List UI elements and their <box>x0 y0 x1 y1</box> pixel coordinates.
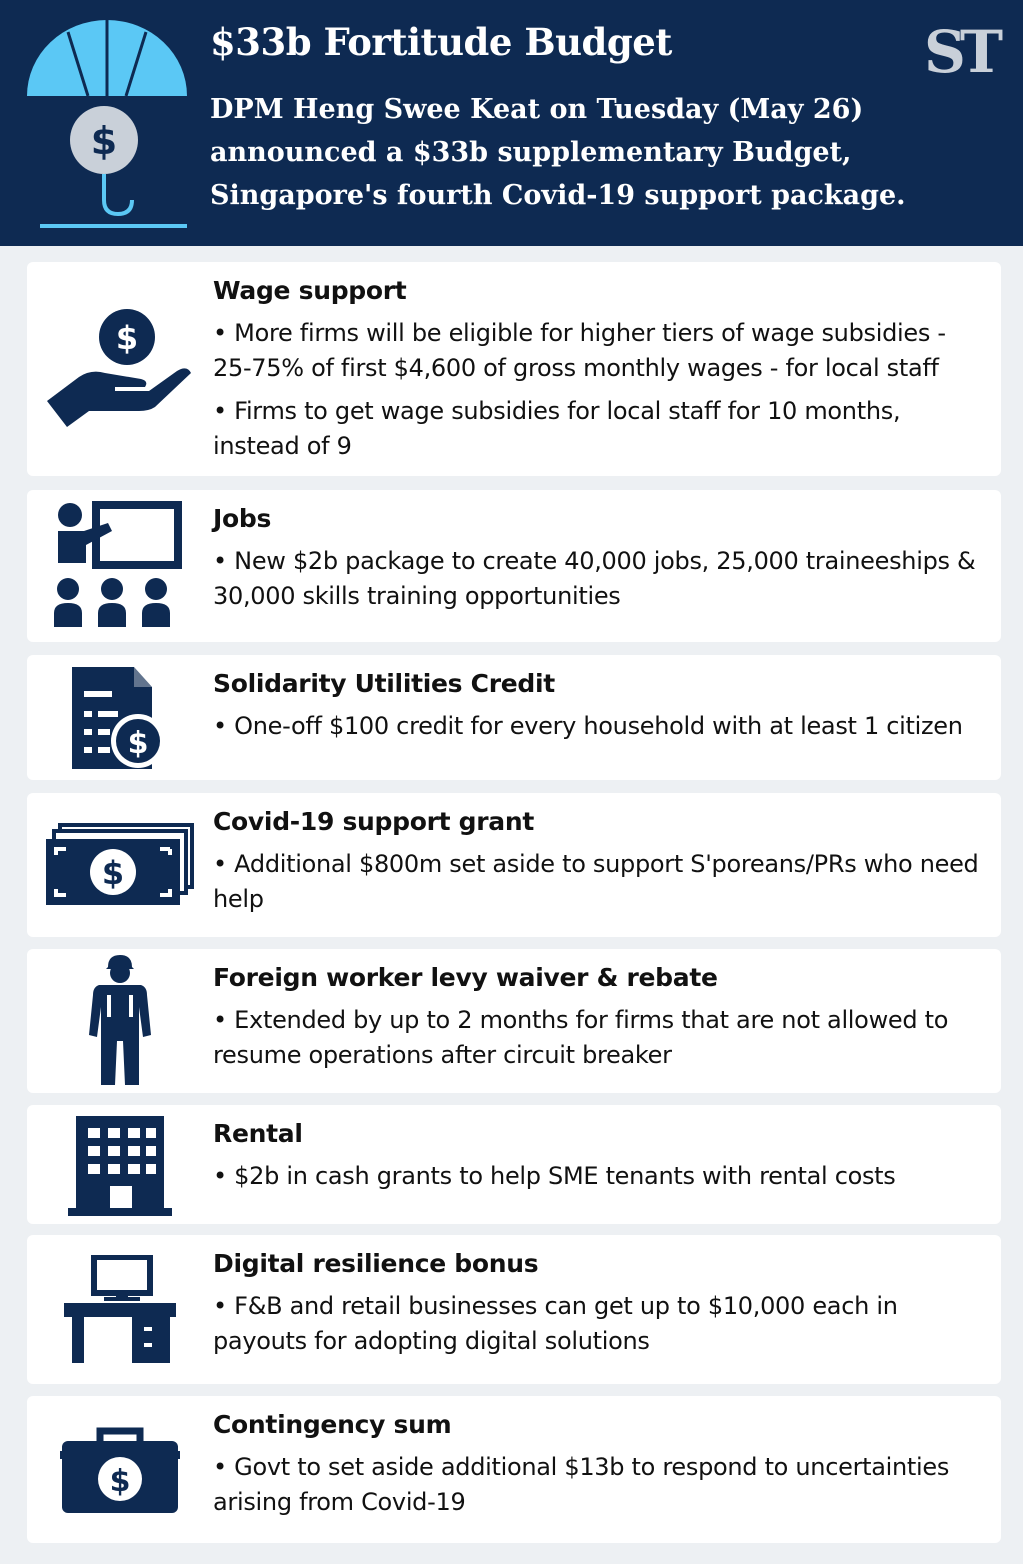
header <box>0 0 1023 246</box>
section-title: Covid-19 support grant <box>213 807 535 836</box>
section-title: Solidarity Utilities Credit <box>213 669 555 698</box>
section-title: Rental <box>213 1119 303 1148</box>
section-card <box>27 1105 1001 1224</box>
section-card <box>27 490 1001 642</box>
svg-text:$: $ <box>109 1463 131 1499</box>
worker-icon <box>35 949 205 1093</box>
section-card <box>27 262 1001 476</box>
page-title: $33b Fortitude Budget <box>210 20 672 64</box>
section-title: Wage support <box>213 276 407 305</box>
section-card <box>27 1396 1001 1543</box>
building-icon <box>35 1105 205 1224</box>
section-card <box>27 655 1001 780</box>
page-subtitle: DPM Heng Swee Keat on Tuesday (May 26) announced a $33b supplementary Budget, Singapore's fourth Covid-19 support package. <box>210 94 906 211</box>
hand-coin-icon <box>35 262 205 476</box>
section-title: Jobs <box>213 504 272 533</box>
section-card <box>27 949 1001 1093</box>
section-title: Digital resilience bonus <box>213 1249 539 1278</box>
utility-bill-icon <box>35 655 205 780</box>
brand-logo: ST <box>923 18 997 86</box>
svg-text:$: $ <box>127 725 149 761</box>
banknotes-icon <box>35 793 205 937</box>
section-card <box>27 793 1001 937</box>
section-bullet: • Firms to get wage subsidies for local staff for 10 months, instead of 9 <box>213 397 901 460</box>
computer-desk-icon <box>35 1235 205 1384</box>
section-bullet: • $2b in cash grants to help SME tenants with rental costs <box>213 1162 896 1190</box>
section-bullet: • Govt to set aside additional $13b to respond to uncertainties arising from Covid-19 <box>213 1453 950 1516</box>
section-title: Foreign worker levy waiver & rebate <box>213 963 718 992</box>
umbrella-dollar-icon <box>22 12 192 232</box>
section-bullet: • One-off $100 credit for every household with at least 1 citizen <box>213 712 963 740</box>
presentation-audience-icon <box>35 490 205 642</box>
section-bullet: • More firms will be eligible for higher tiers of wage subsidies - 25-75% of first $4,600 of gross monthly wages - for local staff <box>213 319 946 382</box>
section-bullet: • New $2b package to create 40,000 jobs, 25,000 traineeships & 30,000 skills training opportunities <box>213 547 976 610</box>
section-bullet: • Additional $800m set aside to support S'poreans/PRs who need help <box>213 850 979 913</box>
briefcase-dollar-icon <box>35 1396 205 1543</box>
section-card <box>27 1235 1001 1384</box>
svg-text:$: $ <box>90 119 118 163</box>
svg-text:$: $ <box>101 854 125 892</box>
section-title: Contingency sum <box>213 1410 452 1439</box>
section-bullet: • F&B and retail businesses can get up to $10,000 each in payouts for adopting digital solutions <box>213 1292 898 1355</box>
section-bullet: • Extended by up to 2 months for firms that are not allowed to resume operations after circuit breaker <box>213 1006 949 1069</box>
svg-text:$: $ <box>115 319 139 357</box>
